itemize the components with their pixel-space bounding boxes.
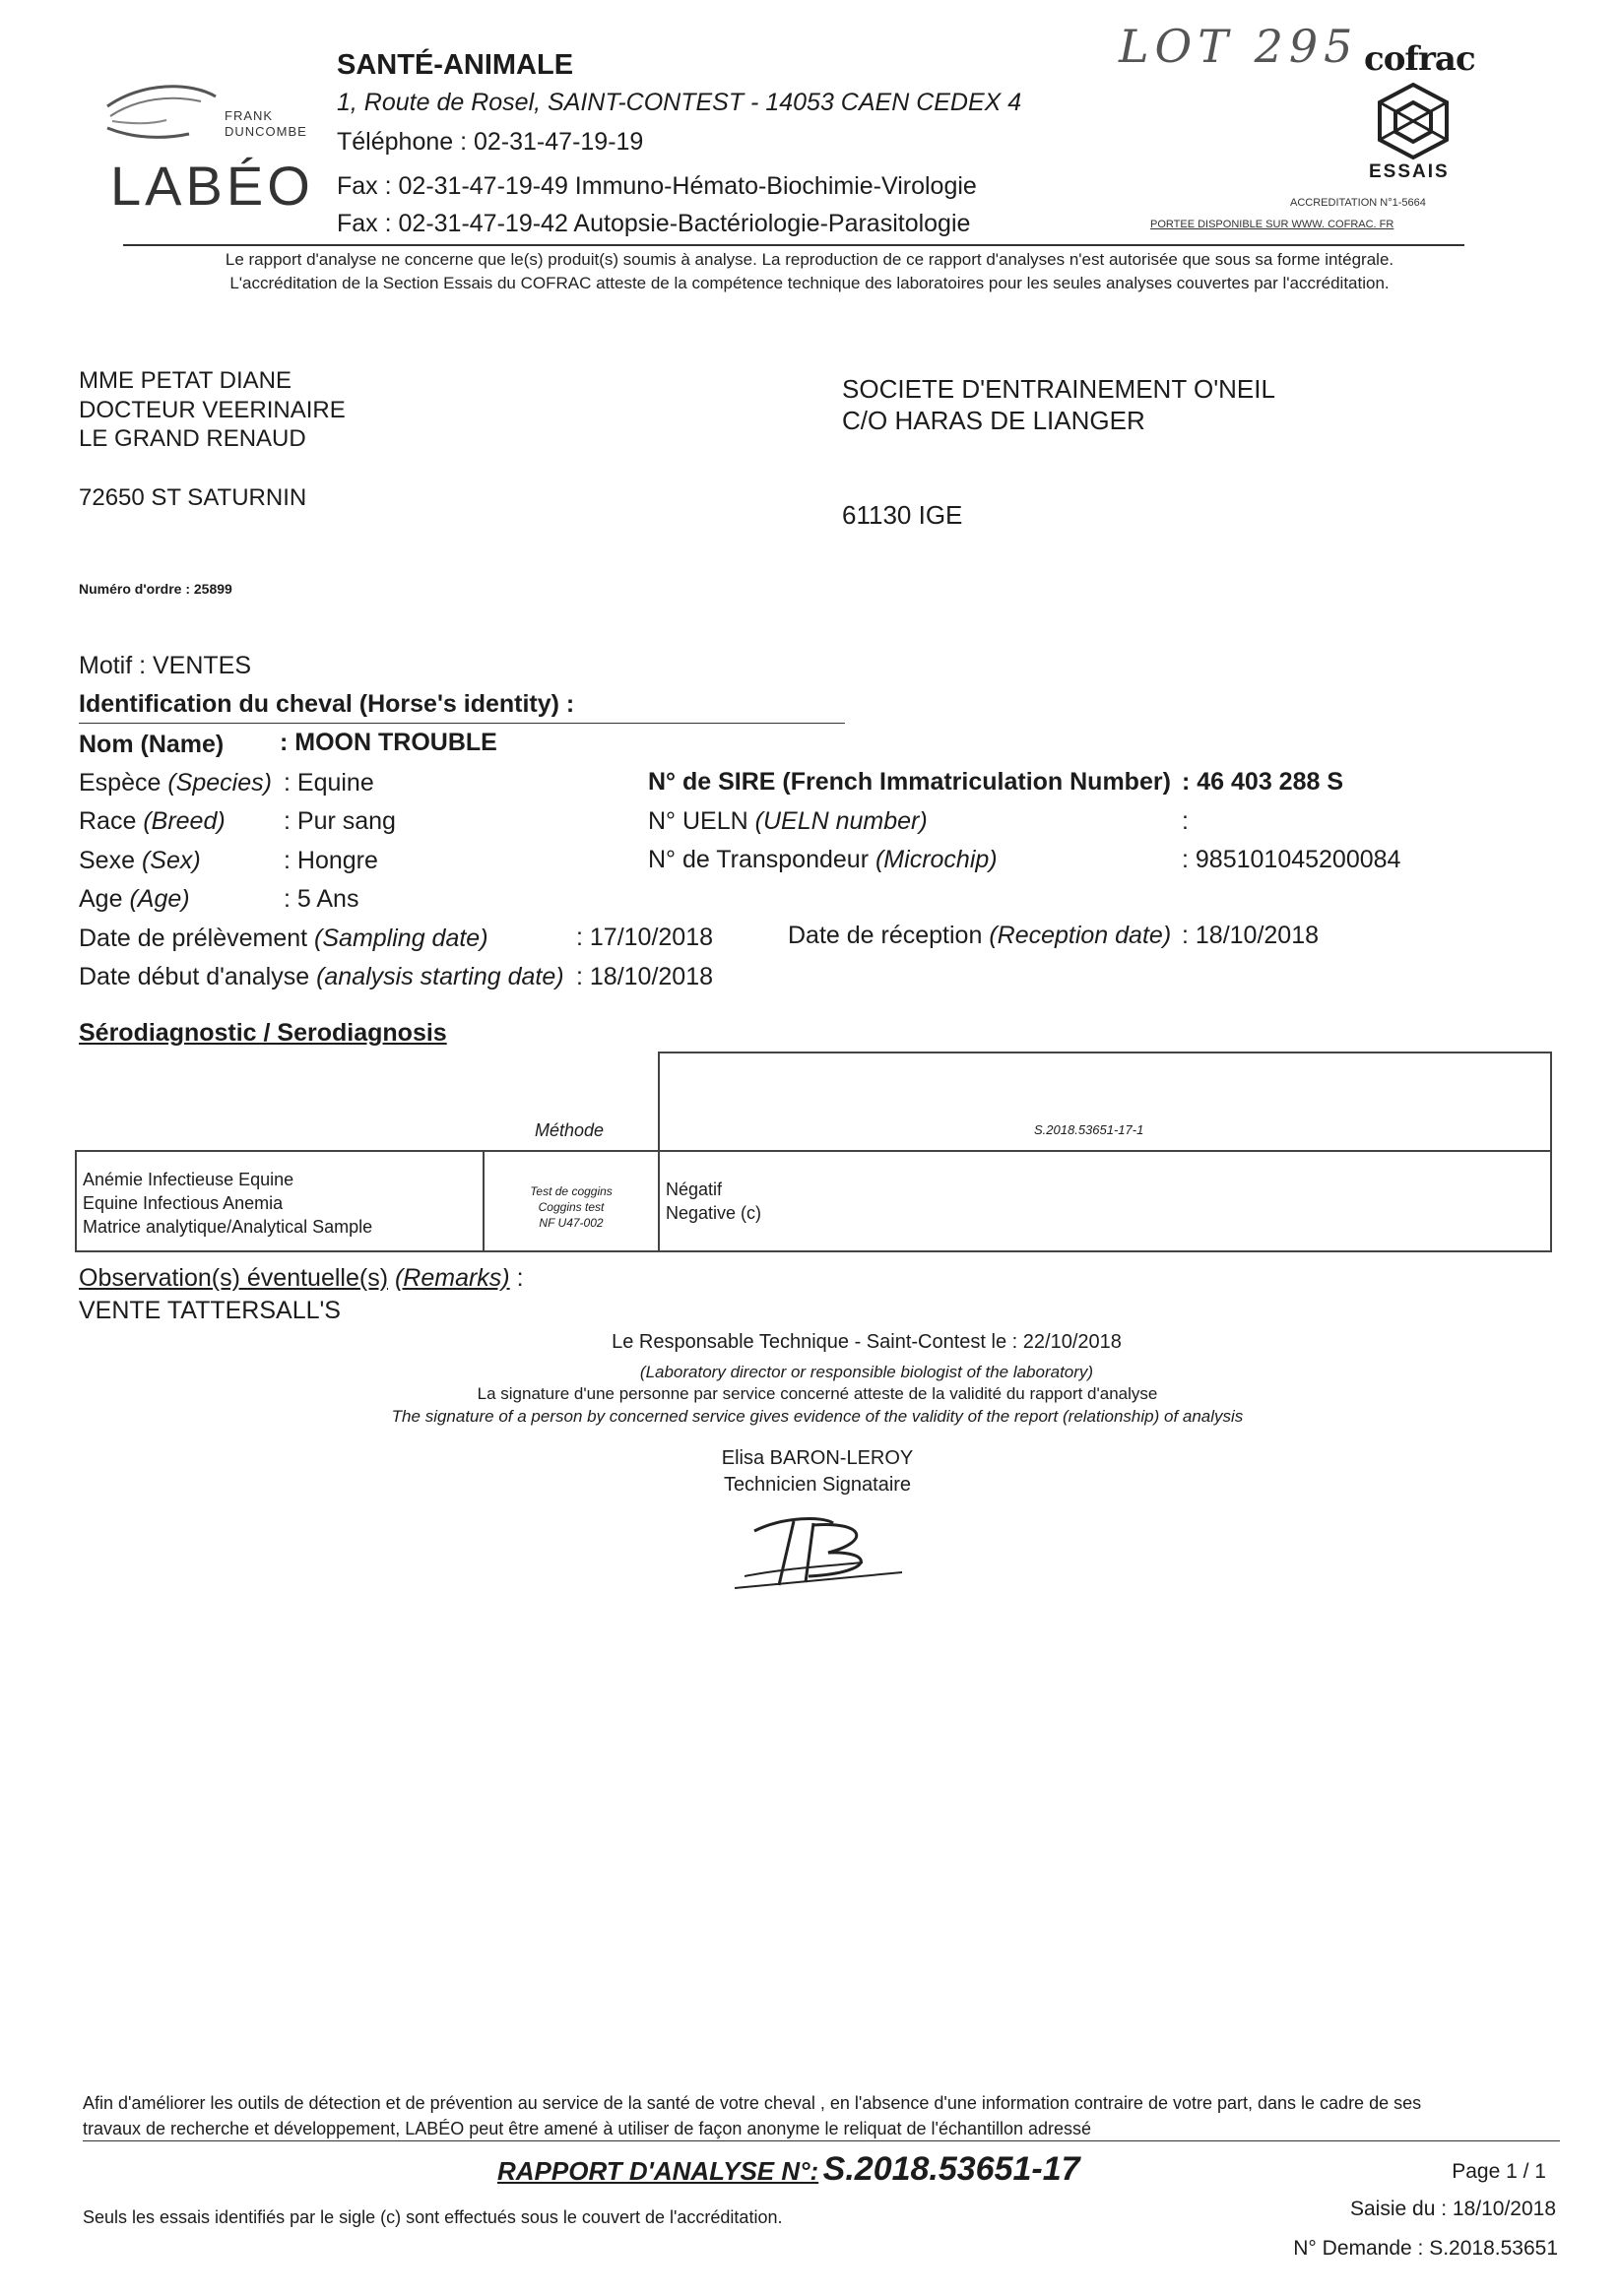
- horse-sex-label: Sexe (Sex): [79, 847, 201, 874]
- horse-breed-label: Race (Breed): [79, 807, 226, 835]
- cofrac-portee-link[interactable]: PORTEE DISPONIBLE SUR WWW. COFRAC. FR: [1150, 219, 1394, 230]
- analysis-name-fr: Anémie Infectieuse Equine: [83, 1170, 294, 1189]
- horse-ueln-label: N° UELN (UELN number): [648, 807, 928, 835]
- identification-underline: [79, 723, 845, 724]
- horse-sire-value: : 46 403 288 S: [1182, 768, 1344, 796]
- recipient-right-care-of: C/O HARAS DE LIANGER: [842, 406, 1145, 435]
- header-title: SANTÉ-ANIMALE: [337, 49, 574, 81]
- handwritten-lot-number: LOT 295: [1119, 20, 1359, 73]
- report-number: RAPPORT D'ANALYSE N°: S.2018.53651-17: [497, 2150, 1080, 2188]
- method-name-en: Coggins test: [538, 1200, 605, 1214]
- analysis-start-date-label: Date début d'analyse (analysis starting date): [79, 963, 564, 990]
- horse-ueln-value: :: [1182, 807, 1189, 835]
- cofrac-accreditation-number: ACCREDITATION N°1-5664: [1290, 197, 1426, 209]
- horse-species-value: : Equine: [284, 769, 374, 797]
- order-number: Numéro d'ordre : 25899: [79, 581, 232, 597]
- horse-species-label: Espèce (Species): [79, 769, 272, 797]
- horse-breed-value: : Pur sang: [284, 807, 396, 835]
- handwritten-signature-icon: [725, 1511, 922, 1600]
- logo-labeo-text: LABÉO: [110, 155, 314, 217]
- recipient-left-city: 72650 ST SATURNIN: [79, 484, 307, 511]
- recipient-left-name: MME PETAT DIANE: [79, 367, 292, 394]
- horse-sex-value: : Hongre: [284, 847, 378, 874]
- method-cell: [488, 1183, 654, 1231]
- director-note-en: (Laboratory director or responsible biologist of the laboratory): [639, 1363, 1094, 1381]
- results-table-divider-2: [658, 1150, 660, 1252]
- horse-sire-label: N° de SIRE (French Immatriculation Number): [648, 768, 1171, 796]
- serodiagnostic-title: Sérodiagnostic / Serodiagnosis: [79, 1019, 447, 1047]
- cofrac-essais-label: ESSAIS: [1369, 161, 1450, 182]
- header-address: 1, Route de Rosel, SAINT-CONTEST - 14053 CAEN CEDEX 4: [337, 89, 1022, 116]
- recipient-right-city: 61130 IGE: [842, 500, 963, 530]
- horse-transponder-value: : 985101045200084: [1182, 846, 1401, 873]
- page-indicator: Page 1 / 1: [1452, 2160, 1546, 2183]
- footer-note-line-2: travaux de recherche et développement, LABÉO peut être amené à utiliser de façon anonyme le reliquat de l'échantillon adressé: [83, 2119, 1092, 2138]
- horse-transponder-label: N° de Transpondeur (Microchip): [648, 846, 998, 873]
- method-name-fr: Test de coggins: [530, 1184, 613, 1198]
- results-table-divider-1: [483, 1150, 485, 1252]
- demande-number: N° Demande : S.2018.53651: [1293, 2237, 1558, 2260]
- remarks-label: Observation(s) éventuelle(s) (Remarks) :: [79, 1264, 524, 1292]
- reception-date-value: : 18/10/2018: [1182, 922, 1320, 949]
- labeo-logo-icon: [102, 77, 221, 154]
- motif: Motif : VENTES: [79, 652, 252, 679]
- recipient-right-name: SOCIETE D'ENTRAINEMENT O'NEIL: [842, 374, 1275, 404]
- result-en: Negative (c): [666, 1203, 762, 1223]
- method-norm: NF U47-002: [539, 1216, 604, 1230]
- identification-title: Identification du cheval (Horse's identity) :: [79, 690, 575, 718]
- footer-note-line-1: Afin d'améliorer les outils de détection et de prévention au service de la santé de votre cheval , en l'absence d'une information contraire de votre part, dans le cadre de ses: [83, 2093, 1422, 2113]
- sampling-date-label: Date de prélèvement (Sampling date): [79, 925, 488, 952]
- saisie-date: Saisie du : 18/10/2018: [1350, 2198, 1556, 2220]
- horse-name-label: Nom (Name): [79, 731, 225, 758]
- analysis-start-date-value: : 18/10/2018: [576, 963, 714, 990]
- recipient-left-title: DOCTEUR VEERINAIRE: [79, 397, 346, 423]
- logo-franck-text: FRANK: [225, 108, 274, 123]
- horse-age-value: : 5 Ans: [284, 885, 359, 913]
- reception-date-label: Date de réception (Reception date): [788, 922, 1172, 949]
- sampling-date-value: : 17/10/2018: [576, 924, 714, 951]
- accreditation-note: Seuls les essais identifiés par le sigle (c) sont effectués sous le couvert de l'accréditation.: [83, 2207, 783, 2227]
- header-phone: Téléphone : 02-31-47-19-19: [337, 128, 644, 156]
- analysis-name-en: Equine Infectious Anemia: [83, 1193, 284, 1213]
- footer-divider: [83, 2140, 1560, 2141]
- header-fax-1: Fax : 02-31-47-19-49 Immuno-Hémato-Biochimie-Virologie: [337, 172, 977, 200]
- result-fr: Négatif: [666, 1180, 723, 1199]
- sample-column-header: S.2018.53651-17-1: [1034, 1122, 1144, 1137]
- analysis-matrix: Matrice analytique/Analytical Sample: [83, 1217, 373, 1237]
- method-column-header: Méthode: [535, 1120, 605, 1140]
- result-cell: [666, 1178, 761, 1225]
- cofrac-hexagon-icon: [1374, 81, 1453, 161]
- analysis-name-cell: [83, 1168, 372, 1239]
- disclaimer-line-1: Le rapport d'analyse ne concerne que le(s) produit(s) soumis à analyse. La reproduction de ce rapport d'analyses n'est autorisée que sous sa forme intégrale.: [225, 250, 1394, 269]
- remarks-value: VENTE TATTERSALL'S: [79, 1297, 341, 1324]
- signatory-role: Technicien Signataire: [723, 1474, 912, 1496]
- recipient-left-street: LE GRAND RENAUD: [79, 425, 306, 452]
- responsable-technique: Le Responsable Technique - Saint-Contest le : 22/10/2018: [612, 1331, 1122, 1353]
- logo-duncombe-text: DUNCOMBE: [225, 124, 307, 139]
- header-fax-2: Fax : 02-31-47-19-42 Autopsie-Bactériologie-Parasitologie: [337, 210, 971, 237]
- signatory-name: Elisa BARON-LEROY: [721, 1447, 914, 1469]
- disclaimer-line-2: L'accréditation de la Section Essais du COFRAC atteste de la compétence technique des laboratoires pour les seules analyses couvertes par l'accréditation.: [229, 274, 1390, 292]
- signature-note-en: The signature of a person by concerned service gives evidence of the validity of the report (relationship) of analysis: [391, 1407, 1244, 1426]
- header-divider: [123, 244, 1464, 246]
- horse-age-label: Age (Age): [79, 885, 190, 913]
- horse-name-value: : MOON TROUBLE: [280, 729, 497, 756]
- signature-note-fr: La signature d'une personne par service concerné atteste de la validité du rapport d'analyse: [477, 1384, 1158, 1403]
- cofrac-logo-text: cofrac: [1364, 39, 1475, 79]
